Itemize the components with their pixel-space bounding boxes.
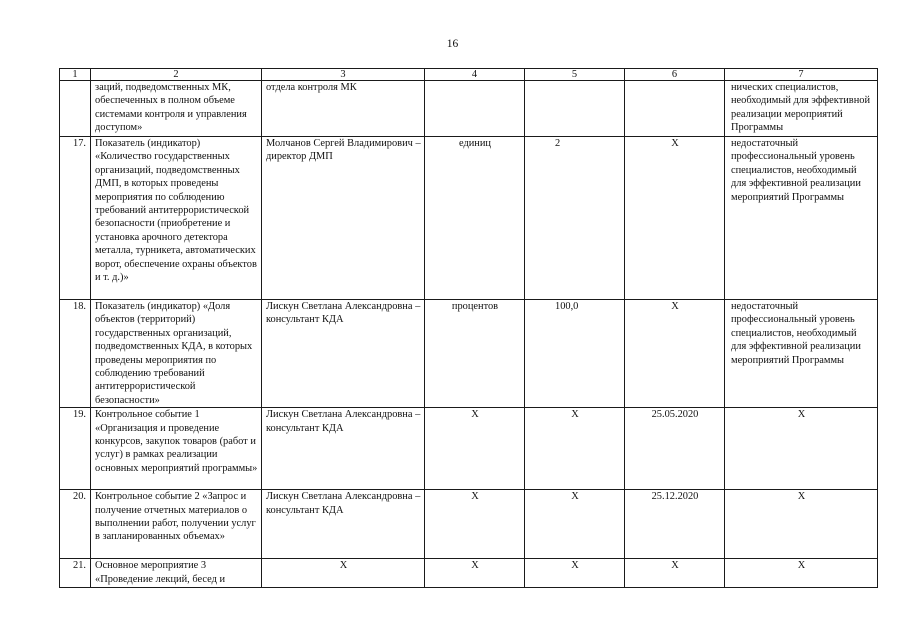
column-header: 6: [625, 69, 725, 81]
row-number: [60, 81, 91, 137]
header-row: [60, 69, 878, 81]
table-row: [60, 490, 878, 559]
row-unit: Х: [425, 490, 525, 559]
row-note: Х: [725, 490, 878, 559]
table-row: [60, 300, 878, 408]
row-date: [625, 81, 725, 137]
row-date: 25.12.2020: [625, 490, 725, 559]
row-responsible: Лискун Светлана Александровна – консультант КДА: [262, 490, 425, 559]
row-name: заций, подведомственных МК, обеспеченных в полном объеме системами контроля и управления доступом»: [91, 81, 262, 137]
row-responsible: Х: [262, 559, 425, 588]
row-date: Х: [625, 300, 725, 408]
row-date: Х: [625, 137, 725, 300]
row-number: 17.: [60, 137, 91, 300]
row-number: 20.: [60, 490, 91, 559]
row-value: [525, 81, 625, 137]
row-unit: единиц: [425, 137, 525, 300]
row-note: недостаточный профессиональный уровень специалистов, необходимый для эффективной реализации мероприятий Программы: [725, 137, 878, 300]
column-header: 2: [91, 69, 262, 81]
row-note: Х: [725, 559, 878, 588]
table-row: [60, 81, 878, 137]
row-value: 100,0: [525, 300, 625, 408]
row-unit: [425, 81, 525, 137]
row-name: Показатель (индикатор) «Количество государственных организаций, подведомственных ДМП, в которых проведены мероприятия по соблюдению требований антитеррористической безопасности (приобретение и установка арочного детектора металла, турникета, автоматических ворот, обеспечение охраны объектов и т. д.)»: [91, 137, 262, 300]
table-row: [60, 408, 878, 490]
row-unit: Х: [425, 408, 525, 490]
column-header: 7: [725, 69, 878, 81]
table-row: [60, 559, 878, 588]
row-responsible: Лискун Светлана Александровна – консультант КДА: [262, 300, 425, 408]
row-number: 18.: [60, 300, 91, 408]
row-note: недостаточный профессиональный уровень специалистов, необходимый для эффективной реализации мероприятий Программы: [725, 300, 878, 408]
row-date: Х: [625, 559, 725, 588]
row-responsible: Лискун Светлана Александровна – консультант КДА: [262, 408, 425, 490]
row-date: 25.05.2020: [625, 408, 725, 490]
row-number: 21.: [60, 559, 91, 588]
row-number: 19.: [60, 408, 91, 490]
row-unit: процентов: [425, 300, 525, 408]
row-unit: Х: [425, 559, 525, 588]
row-note: нических специалистов, необходимый для эффективной реализации мероприятий Программы: [725, 81, 878, 137]
row-name: Показатель (индикатор) «Доля объектов (территорий) государственных организаций, подведомственных КДА, в которых проведены мероприятия по соблюдению требований антитеррористической безопасности»: [91, 300, 262, 408]
row-value: Х: [525, 559, 625, 588]
row-name: Контрольное событие 2 «Запрос и получение отчетных материалов о выполнении работ, получении услуг в запланированных объемах»: [91, 490, 262, 559]
row-value: 2: [525, 137, 625, 300]
column-header: 5: [525, 69, 625, 81]
table-row: [60, 137, 878, 300]
row-responsible: Молчанов Сергей Владимирович – директор ДМП: [262, 137, 425, 300]
column-header: 1: [60, 69, 91, 81]
column-header: 4: [425, 69, 525, 81]
row-name: Контрольное событие 1 «Организация и проведение конкурсов, закупок товаров (работ и услуг) в рамках реализации основных мероприятий программы»: [91, 408, 262, 490]
row-responsible: отдела контроля МК: [262, 81, 425, 137]
row-note: Х: [725, 408, 878, 490]
column-header: 3: [262, 69, 425, 81]
page-number: 16: [446, 38, 459, 50]
plan-table: [59, 68, 878, 588]
row-name: Основное мероприятие 3 «Проведение лекций, бесед и: [91, 559, 262, 588]
row-value: Х: [525, 408, 625, 490]
row-value: Х: [525, 490, 625, 559]
